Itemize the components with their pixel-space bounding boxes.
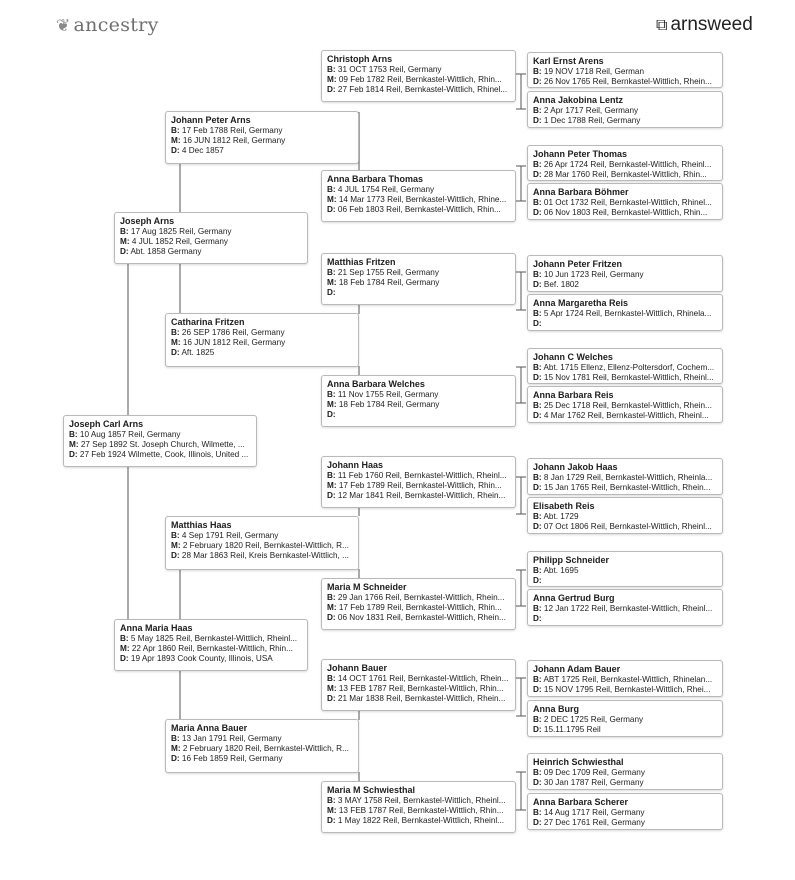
marriage-value: 17 Feb 1789 Reil, Bernkastel-Wittlich, Rhin...	[338, 603, 502, 612]
birth-line: B: 29 Jan 1766 Reil, Bernkastel-Wittlich, Rhein...	[327, 593, 505, 602]
birth-line: B: 11 Feb 1760 Reil, Bernkastel-Wittlich, Rheinl...	[327, 471, 507, 480]
birth-line: B: 17 Feb 1788 Reil, Germany	[171, 126, 283, 135]
person-card-anna-barbara-reis[interactable]	[527, 386, 723, 423]
person-card-johann-peter-arns[interactable]	[165, 111, 359, 164]
birth-value: 3 MAY 1758 Reil, Bernkastel-Wittlich, Rheinl...	[337, 796, 506, 805]
person-card-anna-jakobina-lentz[interactable]	[527, 91, 723, 128]
death-line: D:	[327, 410, 336, 419]
person-name: Philipp Schneider	[533, 555, 610, 565]
birth-value: 4 Sep 1791 Reil, Germany	[181, 531, 279, 540]
person-card-matthias-fritzen[interactable]	[321, 253, 516, 305]
marriage-line: M: 2 February 1820 Reil, Bernkastel-Wittlich, R...	[171, 541, 349, 550]
birth-line: B: Abt. 1729	[533, 512, 579, 521]
death-line: D:	[327, 288, 336, 297]
birth-line: B: 14 OCT 1761 Reil, Bernkastel-Wittlich, Rhein...	[327, 674, 509, 683]
person-card-catharina-fritzen[interactable]	[165, 313, 359, 367]
marriage-value: 4 JUL 1852 Reil, Germany	[131, 237, 228, 246]
birth-line: B: 26 Apr 1724 Reil, Bernkastel-Wittlich, Rheinl...	[533, 160, 712, 169]
death-line: D: 07 Oct 1806 Reil, Bernkastel-Wittlich, Rheinl...	[533, 522, 712, 531]
marriage-line: M: 17 Feb 1789 Reil, Bernkastel-Wittlich, Rhin...	[327, 603, 502, 612]
birth-line: B: 8 Jan 1729 Reil, Bernkastel-Wittlich, Rheinla...	[533, 473, 713, 482]
person-name: Johann Adam Bauer	[533, 664, 621, 674]
death-line: D: 28 Mar 1760 Reil, Bernkastel-Wittlich, Rhin...	[533, 170, 707, 179]
person-card-anna-barbara-thomas[interactable]	[321, 170, 516, 222]
person-name: Anna Margaretha Reis	[533, 298, 629, 308]
birth-value: Abt. 1695	[543, 566, 579, 575]
person-card-joseph-arns[interactable]	[114, 212, 308, 264]
death-value: 28 Mar 1760 Reil, Bernkastel-Wittlich, Rhin...	[543, 170, 707, 179]
death-line: D: 15 Jan 1765 Reil, Bernkastel-Wittlich, Rhein...	[533, 483, 711, 492]
death-line: D: 15 NOV 1795 Reil, Bernkastel-Wittlich, Rhei...	[533, 685, 711, 694]
marriage-line: M: 18 Feb 1784 Reil, Germany	[327, 278, 440, 287]
person-name: Maria M Schwiesthal	[327, 785, 416, 795]
death-line: D: 12 Mar 1841 Reil, Bernkastel-Wittlich, Rhein...	[327, 491, 506, 500]
birth-line: B: 2 Apr 1717 Reil, Germany	[533, 106, 639, 115]
birth-value: 21 Sep 1755 Reil, Germany	[337, 268, 439, 277]
person-card-anna-barbara-scherer[interactable]	[527, 793, 723, 830]
birth-line: B: 17 Aug 1825 Reil, Germany	[120, 227, 232, 236]
death-value: 07 Oct 1806 Reil, Bernkastel-Wittlich, Rheinl...	[543, 522, 712, 531]
death-value: 15 NOV 1795 Reil, Bernkastel-Wittlich, Rhei...	[543, 685, 711, 694]
death-value: 15 Nov 1781 Reil, Bernkastel-Wittlich, Rheinl...	[543, 373, 714, 382]
marriage-line: M: 13 FEB 1787 Reil, Bernkastel-Wittlich, Rhin...	[327, 806, 504, 815]
person-name: Anna Gertrud Burg	[533, 593, 615, 603]
death-line: D: 06 Nov 1831 Reil, Bernkastel-Wittlich, Rhein...	[327, 613, 506, 622]
birth-line: B: 12 Jan 1722 Reil, Bernkastel-Wittlich, Rheinl...	[533, 604, 713, 613]
person-name: Anna Barbara Böhmer	[533, 187, 629, 197]
death-value: 06 Feb 1803 Reil, Bernkastel-Wittlich, Rhin...	[337, 205, 501, 214]
marriage-value: 14 Mar 1773 Reil, Bernkastel-Wittlich, Rhine...	[338, 195, 507, 204]
birth-line: B: Abt. 1695	[533, 566, 579, 575]
arnsweed-logo-text: arnsweed	[670, 14, 753, 35]
marriage-line: M: 16 JUN 1812 Reil, Germany	[171, 338, 286, 347]
birth-line: B: 2 DEC 1725 Reil, Germany	[533, 715, 644, 724]
birth-value: 19 NOV 1718 Reil, German	[543, 67, 645, 76]
birth-value: 5 Apr 1724 Reil, Bernkastel-Wittlich, Rhinela...	[543, 309, 712, 318]
birth-line: B: 10 Jun 1723 Reil, Germany	[533, 270, 644, 279]
marriage-value: 22 Apr 1860 Reil, Bernkastel-Wittlich, Rhin...	[131, 644, 293, 653]
marriage-line: M: 27 Sep 1892 St. Joseph Church, Wilmette, ...	[69, 440, 245, 449]
person-name: Anna Maria Haas	[120, 623, 193, 633]
marriage-value: 27 Sep 1892 St. Joseph Church, Wilmette, ...	[80, 440, 245, 449]
death-line: D: 1 Dec 1788 Reil, Germany	[533, 116, 641, 125]
death-line: D: 1 May 1822 Reil, Bernkastel-Wittlich, Rheinl...	[327, 816, 505, 825]
birth-value: 5 May 1825 Reil, Bernkastel-Wittlich, Rheinl...	[130, 634, 298, 643]
person-card-anna-burg[interactable]	[527, 700, 723, 737]
birth-value: 2 DEC 1725 Reil, Germany	[543, 715, 644, 724]
birth-value: 14 OCT 1761 Reil, Bernkastel-Wittlich, Rhein...	[337, 674, 509, 683]
birth-line: B: 14 Aug 1717 Reil, Germany	[533, 808, 645, 817]
person-name: Matthias Haas	[171, 520, 232, 530]
death-value: 15.11.1795 Reil	[543, 725, 601, 734]
birth-line: B: 4 JUL 1754 Reil, Germany	[327, 185, 435, 194]
birth-line: B: 21 Sep 1755 Reil, Germany	[327, 268, 439, 277]
person-card-matthias-haas[interactable]	[165, 516, 359, 570]
person-card-johann-haas[interactable]	[321, 456, 516, 508]
birth-value: 12 Jan 1722 Reil, Bernkastel-Wittlich, Rheinl...	[543, 604, 713, 613]
death-line: D: 21 Mar 1838 Reil, Bernkastel-Wittlich, Rhein...	[327, 694, 506, 703]
person-name: Anna Barbara Welches	[327, 379, 425, 389]
person-name: Heinrich Schwiesthal	[533, 757, 624, 767]
death-line: D: Aft. 1825	[171, 348, 215, 357]
marriage-value: 09 Feb 1782 Reil, Bernkastel-Wittlich, Rhin...	[338, 75, 502, 84]
birth-value: 11 Nov 1755 Reil, Germany	[337, 390, 439, 399]
person-card-maria-m-schneider[interactable]	[321, 578, 516, 630]
person-card-johann-peter-fritzen[interactable]	[527, 255, 723, 292]
birth-value: 09 Dec 1709 Reil, Germany	[543, 768, 645, 777]
person-name: Joseph Carl Arns	[69, 419, 144, 429]
death-line: D:	[533, 614, 542, 623]
marriage-value: 13 FEB 1787 Reil, Bernkastel-Wittlich, Rhin...	[338, 684, 504, 693]
birth-line: B: 31 OCT 1753 Reil, Germany	[327, 65, 442, 74]
death-line: D: 4 Mar 1762 Reil, Bernkastel-Wittlich, Rheinl...	[533, 411, 709, 420]
birth-value: 01 Oct 1732 Reil, Bernkastel-Wittlich, Rhinel...	[543, 198, 712, 207]
birth-value: 26 SEP 1786 Reil, Germany	[181, 328, 285, 337]
death-value: 26 Nov 1765 Reil, Bernkastel-Wittlich, Rhein...	[543, 77, 712, 86]
death-value: 12 Mar 1841 Reil, Bernkastel-Wittlich, Rhein...	[337, 491, 506, 500]
person-name: Johann Peter Fritzen	[533, 259, 623, 269]
person-card-anna-barbara-welches[interactable]	[321, 375, 516, 427]
person-name: Anna Barbara Thomas	[327, 174, 424, 184]
person-card-johann-c-welches[interactable]	[527, 348, 723, 384]
birth-line: B: 10 Aug 1857 Reil, Germany	[69, 430, 181, 439]
death-value: 1 May 1822 Reil, Bernkastel-Wittlich, Rheinl...	[337, 816, 505, 825]
death-line: D: 06 Feb 1803 Reil, Bernkastel-Wittlich, Rhin...	[327, 205, 501, 214]
death-line: D: 27 Dec 1761 Reil, Germany	[533, 818, 645, 827]
person-card-anna-margaretha-reis[interactable]	[527, 294, 723, 331]
person-name: Matthias Fritzen	[327, 257, 396, 267]
person-card-johann-jakob-haas[interactable]	[527, 458, 723, 495]
death-line: D:	[533, 576, 542, 585]
marriage-value: 13 FEB 1787 Reil, Bernkastel-Wittlich, Rhin...	[338, 806, 504, 815]
death-line: D: 06 Nov 1803 Reil, Bernkastel-Wittlich, Rhin...	[533, 208, 708, 217]
person-name: Elisabeth Reis	[533, 501, 595, 511]
person-card-heinrich-schwiesthal[interactable]	[527, 753, 723, 790]
birth-value: 31 OCT 1753 Reil, Germany	[337, 65, 442, 74]
death-value: 27 Dec 1761 Reil, Germany	[543, 818, 645, 827]
person-name: Johann Peter Arns	[171, 115, 251, 125]
death-value: 06 Nov 1803 Reil, Bernkastel-Wittlich, Rhin...	[543, 208, 708, 217]
birth-line: B: Abt. 1715 Ellenz, Ellenz-Poltersdorf, Cochem...	[533, 363, 715, 372]
family-tree-icon: ⧉	[656, 17, 668, 34]
death-line: D: Abt. 1858 Germany	[120, 247, 202, 256]
death-value: 06 Nov 1831 Reil, Bernkastel-Wittlich, Rhein...	[337, 613, 506, 622]
person-name: Anna Jakobina Lentz	[533, 95, 624, 105]
marriage-value: 16 JUN 1812 Reil, Germany	[182, 338, 286, 347]
person-name: Karl Ernst Arens	[533, 56, 604, 66]
person-card-johann-adam-bauer[interactable]	[527, 660, 723, 697]
death-value: 27 Feb 1924 Wilmette, Cook, Illinois, United ...	[79, 450, 249, 459]
marriage-line: M: 14 Mar 1773 Reil, Bernkastel-Wittlich, Rhine...	[327, 195, 507, 204]
death-value: Bef. 1802	[543, 280, 579, 289]
birth-value: ABT 1725 Reil, Bernkastel-Wittlich, Rhinelan...	[543, 675, 713, 684]
ancestry-logo-text: ancestry	[73, 14, 159, 36]
birth-line: B: 19 NOV 1718 Reil, German	[533, 67, 645, 76]
marriage-line: M: 2 February 1820 Reil, Bernkastel-Wittlich, R...	[171, 744, 349, 753]
person-card-philipp-schneider[interactable]	[527, 551, 723, 587]
death-value: 1 Dec 1788 Reil, Germany	[543, 116, 641, 125]
person-card-maria-anna-bauer[interactable]	[165, 719, 359, 773]
death-line: D: 15.11.1795 Reil	[533, 725, 601, 734]
death-value: 30 Jan 1787 Reil, Germany	[543, 778, 644, 787]
birth-value: 4 JUL 1754 Reil, Germany	[337, 185, 435, 194]
birth-value: 2 Apr 1717 Reil, Germany	[543, 106, 639, 115]
person-name: Maria M Schneider	[327, 582, 407, 592]
person-card-maria-m-schwiesthal[interactable]	[321, 781, 516, 833]
person-name: Johann C Welches	[533, 352, 613, 362]
person-name: Catharina Fritzen	[171, 317, 245, 327]
death-line: D: 15 Nov 1781 Reil, Bernkastel-Wittlich, Rheinl...	[533, 373, 714, 382]
person-name: Johann Bauer	[327, 663, 388, 673]
person-name: Joseph Arns	[120, 216, 175, 226]
birth-value: 29 Jan 1766 Reil, Bernkastel-Wittlich, Rhein...	[337, 593, 505, 602]
marriage-value: 2 February 1820 Reil, Bernkastel-Wittlich, R...	[182, 744, 349, 753]
birth-line: B: 11 Nov 1755 Reil, Germany	[327, 390, 439, 399]
marriage-value: 18 Feb 1784 Reil, Germany	[338, 278, 440, 287]
death-line: D:	[533, 319, 542, 328]
person-card-joseph-carl-arns[interactable]	[63, 415, 257, 467]
person-name: Johann Haas	[327, 460, 384, 470]
death-line: D: Bef. 1802	[533, 280, 579, 289]
person-card-johann-peter-thomas[interactable]	[527, 145, 723, 181]
birth-value: 11 Feb 1760 Reil, Bernkastel-Wittlich, Rheinl...	[337, 471, 507, 480]
birth-value: 14 Aug 1717 Reil, Germany	[543, 808, 645, 817]
person-card-anna-maria-haas[interactable]	[114, 619, 308, 671]
death-line: D: 19 Apr 1893 Cook County, Illinois, USA	[120, 654, 273, 663]
person-name: Anna Barbara Reis	[533, 390, 614, 400]
marriage-value: 18 Feb 1784 Reil, Germany	[338, 400, 440, 409]
death-value: 27 Feb 1814 Reil, Bernkastel-Wittlich, Rhinel...	[337, 85, 508, 94]
person-name: Johann Jakob Haas	[533, 462, 618, 472]
marriage-value: 2 February 1820 Reil, Bernkastel-Wittlich, R...	[182, 541, 349, 550]
marriage-line: M: 4 JUL 1852 Reil, Germany	[120, 237, 228, 246]
person-card-anna-barbara-boehmer[interactable]	[527, 183, 723, 220]
birth-value: 25 Dec 1718 Reil, Bernkastel-Wittlich, Rhein...	[543, 401, 712, 410]
birth-value: Abt. 1729	[543, 512, 579, 521]
person-card-elisabeth-reis[interactable]	[527, 497, 723, 534]
death-value: 28 Mar 1863 Reil, Kreis Bernkastel-Wittlich, ...	[181, 551, 349, 560]
birth-value: 17 Feb 1788 Reil, Germany	[181, 126, 283, 135]
marriage-line: M: 09 Feb 1782 Reil, Bernkastel-Wittlich, Rhin...	[327, 75, 502, 84]
person-card-anna-gertrud-burg[interactable]	[527, 589, 723, 626]
birth-line: B: 01 Oct 1732 Reil, Bernkastel-Wittlich, Rhinel...	[533, 198, 712, 207]
death-line: D: 16 Feb 1859 Reil, Germany	[171, 754, 283, 763]
marriage-line: M: 13 FEB 1787 Reil, Bernkastel-Wittlich, Rhin...	[327, 684, 504, 693]
marriage-line: M: 17 Feb 1789 Reil, Bernkastel-Wittlich, Rhin...	[327, 481, 502, 490]
person-name: Christoph Arns	[327, 54, 393, 64]
leaf-icon: ❦	[56, 16, 71, 36]
birth-value: 17 Aug 1825 Reil, Germany	[130, 227, 232, 236]
birth-value: Abt. 1715 Ellenz, Ellenz-Poltersdorf, Cochem...	[543, 363, 715, 372]
marriage-line: M: 22 Apr 1860 Reil, Bernkastel-Wittlich, Rhin...	[120, 644, 293, 653]
birth-value: 8 Jan 1729 Reil, Bernkastel-Wittlich, Rheinla...	[543, 473, 713, 482]
person-name: Anna Burg	[533, 704, 579, 714]
death-value: 4 Mar 1762 Reil, Bernkastel-Wittlich, Rheinl...	[543, 411, 709, 420]
birth-value: 26 Apr 1724 Reil, Bernkastel-Wittlich, Rheinl...	[543, 160, 712, 169]
birth-value: 10 Jun 1723 Reil, Germany	[543, 270, 644, 279]
marriage-value: 16 JUN 1812 Reil, Germany	[182, 136, 286, 145]
birth-value: 13 Jan 1791 Reil, Germany	[181, 734, 282, 743]
birth-value: 10 Aug 1857 Reil, Germany	[79, 430, 181, 439]
death-line: D: 27 Feb 1924 Wilmette, Cook, Illinois, United ...	[69, 450, 249, 459]
birth-line: B: 25 Dec 1718 Reil, Bernkastel-Wittlich, Rhein...	[533, 401, 712, 410]
birth-line: B: 4 Sep 1791 Reil, Germany	[171, 531, 279, 540]
death-line: D: 4 Dec 1857	[171, 146, 224, 155]
birth-line: B: 26 SEP 1786 Reil, Germany	[171, 328, 285, 337]
birth-line: B: 5 Apr 1724 Reil, Bernkastel-Wittlich, Rhinela...	[533, 309, 712, 318]
person-name: Johann Peter Thomas	[533, 149, 628, 159]
birth-line: B: ABT 1725 Reil, Bernkastel-Wittlich, Rhinelan...	[533, 675, 713, 684]
marriage-value: 17 Feb 1789 Reil, Bernkastel-Wittlich, Rhin...	[338, 481, 502, 490]
marriage-line: M: 16 JUN 1812 Reil, Germany	[171, 136, 286, 145]
marriage-line: M: 18 Feb 1784 Reil, Germany	[327, 400, 440, 409]
death-line: D: 27 Feb 1814 Reil, Bernkastel-Wittlich, Rhinel...	[327, 85, 508, 94]
birth-line: B: 09 Dec 1709 Reil, Germany	[533, 768, 645, 777]
death-line: D: 30 Jan 1787 Reil, Germany	[533, 778, 644, 787]
person-name: Anna Barbara Scherer	[533, 797, 629, 807]
death-value: 21 Mar 1838 Reil, Bernkastel-Wittlich, Rhein...	[337, 694, 506, 703]
death-value: Abt. 1858 Germany	[130, 247, 202, 256]
death-value: 16 Feb 1859 Reil, Germany	[181, 754, 283, 763]
birth-line: B: 3 MAY 1758 Reil, Bernkastel-Wittlich, Rheinl...	[327, 796, 506, 805]
death-value: Aft. 1825	[181, 348, 215, 357]
person-card-christoph-arns[interactable]	[321, 50, 516, 102]
death-value: 19 Apr 1893 Cook County, Illinois, USA	[130, 654, 273, 663]
person-name: Maria Anna Bauer	[171, 723, 248, 733]
birth-line: B: 5 May 1825 Reil, Bernkastel-Wittlich, Rheinl...	[120, 634, 298, 643]
death-line: D: 28 Mar 1863 Reil, Kreis Bernkastel-Wittlich, ...	[171, 551, 349, 560]
death-value: 15 Jan 1765 Reil, Bernkastel-Wittlich, Rhein...	[543, 483, 711, 492]
birth-line: B: 13 Jan 1791 Reil, Germany	[171, 734, 282, 743]
death-line: D: 26 Nov 1765 Reil, Bernkastel-Wittlich, Rhein...	[533, 77, 712, 86]
death-value: 4 Dec 1857	[181, 146, 224, 155]
person-card-karl-ernst-arens[interactable]	[527, 52, 723, 88]
person-card-johann-bauer[interactable]	[321, 659, 516, 711]
